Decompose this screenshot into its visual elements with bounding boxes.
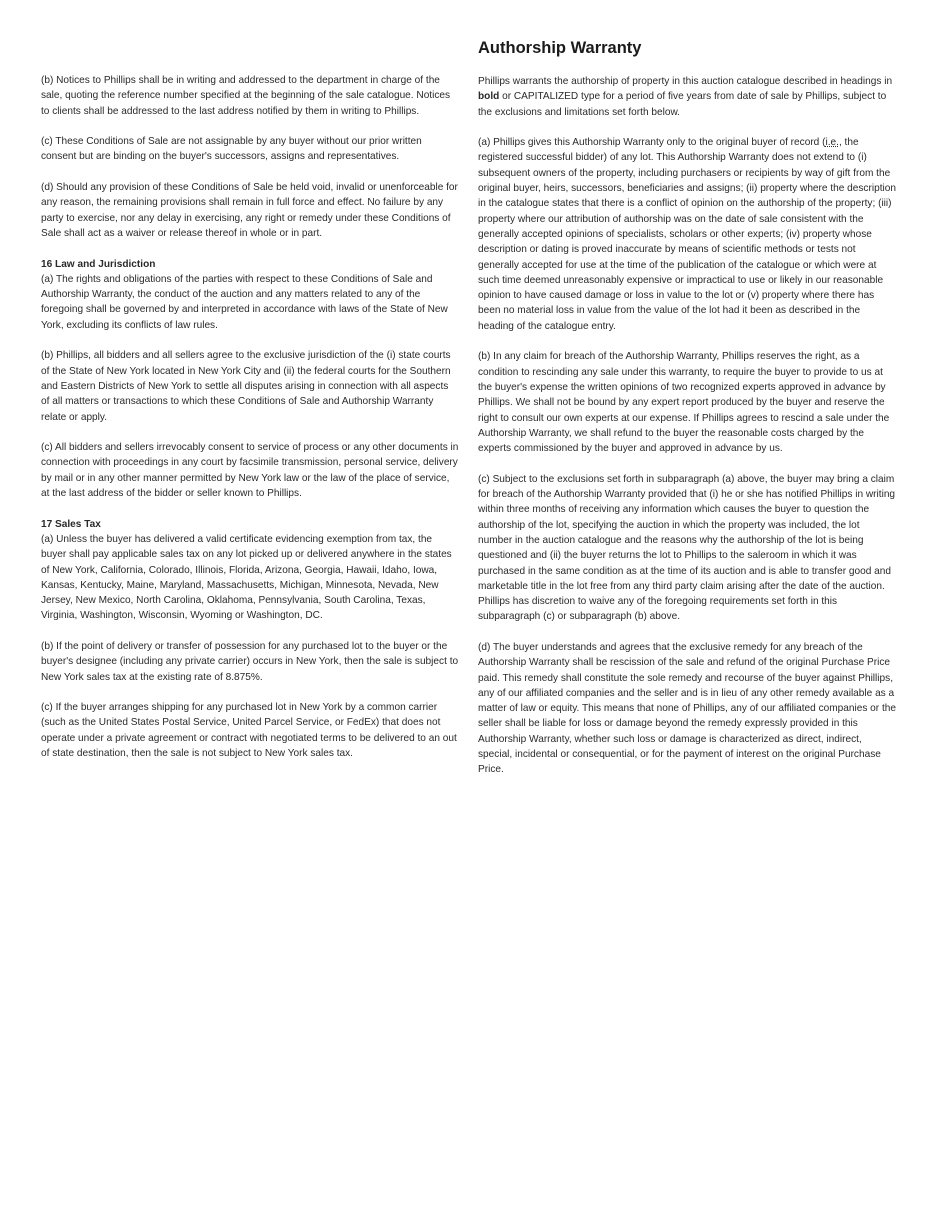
warranty-a-text-2: , the registered successful bidder) of any lot. This Authorship Warranty does not extend to (i) subsequent owners of the property, including purchasers or recipients by way of gift from the original buyer, heirs, successors, beneficiaries and assigns; (ii) property where the description in the catalogue states that there is a conflict of opinion on the authorship of the property; (iii) property where our attribution of authorship was on the date of sale consistent with the generally accepted opinions of specialists, scholars or other experts; (iv) property whose description or dating is proved inaccurate by means of scientific methods or tests not generally accepted for use at the time of the publication of the catalogue or which were at such time deemed unreasonably expensive or impractical to use or likely in our reasonable opinion to have caused damage or loss in value to the lot or (v) property where there has been no material loss in value from the value of the lot had it been as described in the heading of the catalogue entry. xyxy=(478,137,896,332)
section-17-a: (a) Unless the buyer has delivered a valid certificate evidencing exemption from tax, the buyer shall pay applicable sales tax on any lot picked up or delivered anywhere in the states of New York, California, Colorado, Illinois, Florida, Arizona, Georgia, Hawaii, Idaho, Iowa, Kansas, Kentucky, Maine, Maryland, Massachusetts, Michigan, Minnesota, Nevada, New Jersey, New Mexico, North Carolina, Oklahoma, Pennsylvania, South Carolina, Texas, Virginia, Washington, Wisconsin, Wyoming or Washington, DC. xyxy=(41,533,452,622)
intro-text-2: or CAPITALIZED type for a period of five years from date of sale by Phillips, subject to the exclusions and limitations set forth below. xyxy=(478,91,887,118)
section-17-c: (c) If the buyer arranges shipping for any purchased lot in New York by a common carrier (such as the United States Postal Service, United Parcel Service, or FedEx) that does not operate under a private agreement or contract with negotiated terms to be delivered to an out of state destination, then the sale is not subject to New York sales tax. xyxy=(41,702,457,760)
intro-text-1: Phillips warrants the authorship of property in this auction catalogue described in headings in xyxy=(478,76,893,87)
intro-bold-word: bold xyxy=(478,91,500,103)
section-16-a: (a) The rights and obligations of the parties with respect to these Conditions of Sale and Authorship Warranty, the conduct of the auction and any matters related to any of the foregoing shall be governed by and interpreted in accordance with laws of the State of New York, excluding its conflicts of law rules. xyxy=(41,273,448,331)
warranty-b: (b) In any claim for breach of the Authorship Warranty, Phillips reserves the right, as a condition to rescinding any sale under this warranty, to require the buyer to provide to us at the buyer's expense the written opinions of two recognized experts approved in advance by Phillips. We shall not be bound by any expert report produced by the buyer and reserve the right to consult our own experts at our expense. If Phillips agrees to rescind a sale under the Authorship Warranty, we shall refund to the buyer the reasonable costs charged by the experts commissioned by the buyer and approved in advance by us. xyxy=(478,351,890,455)
warranty-d: (d) The buyer understands and agrees that the exclusive remedy for any breach of the Authorship Warranty shall be rescission of the sale and refund of the original Purchase Price paid. This remedy shall constitute the sole remedy and recourse of the buyer against Phillips, any of our affiliated companies and the seller and is in lieu of any other remedy available as a matter of law or equity. This means that none of Phillips, any of our affiliated companies or the seller shall be liable for loss or damage beyond the remedy expressly provided in this Authorship Warranty, whether such loss or damage is characterized as direct, indirect, special, incidental or consequential, or for the payment of interest on the original Purchase Price. xyxy=(478,641,896,776)
section-17-heading: 17 Sales Tax xyxy=(41,518,101,530)
left-column xyxy=(41,73,459,777)
ie-abbreviation: i.e. xyxy=(825,137,839,149)
assignability-paragraph: (c) These Conditions of Sale are not assignable by any buyer without our prior written consent but are binding on the buyer's successors, assigns and representatives. xyxy=(41,136,422,163)
section-16-heading: 16 Law and Jurisdiction xyxy=(41,258,156,270)
section-16-b: (b) Phillips, all bidders and all sellers agree to the exclusive jurisdiction of the (i) state courts of the State of New York located in New York City and (ii) the federal courts for the Southern and Eastern Districts of New York to settle all disputes arising in connection with all aspects of all matters or transactions to which these Conditions of Sale and Authorship Warranty relate or apply. xyxy=(41,350,451,423)
severability-paragraph: (d) Should any provision of these Conditions of Sale be held void, invalid or unenforceable for any reason, the remaining provisions shall remain in full force and effect. No failure by any party to exercise, nor any delay in exercising, any right or remedy under these Conditions of Sale shall act as a waiver or release thereof in whole or in part. xyxy=(41,182,458,239)
warranty-intro xyxy=(478,74,896,120)
page-title: Authorship Warranty xyxy=(478,39,642,57)
right-column xyxy=(478,38,896,793)
notices-paragraph: (b) Notices to Phillips shall be in writing and addressed to the department in charge of the sale, quoting the reference number specified at the beginning of the sale catalogue. Notices to clients shall be addressed to the last address notified by them in writing to Phillips. xyxy=(41,75,451,117)
section-17-b: (b) If the point of delivery or transfer of possession for any purchased lot to the buyer or the buyer's designee (including any private carrier) occurs in New York, then the sale is subject to New York sales tax at the existing rate of 8.875%. xyxy=(41,640,459,683)
section-16-c: (c) All bidders and sellers irrevocably consent to service of process or any other documents in connection with proceedings in any court by facsimile transmission, personal service, delivery by mail or in any other manner permitted by New York law or the law of the place of service, at the last address of the bidder or seller known to Phillips. xyxy=(41,442,459,500)
warranty-a-text-1: (a) Phillips gives this Authorship Warranty only to the original buyer of record ( xyxy=(478,137,826,149)
warranty-a xyxy=(478,135,896,334)
warranty-c: (c) Subject to the exclusions set forth in subparagraph (a) above, the buyer may bring a claim for breach of the Authorship Warranty provided that (i) he or she has notified Phillips in writing within three months of receiving any information which causes the buyer to question the authorship of the lot, specifying the auction in which the property was included, the lot number in the auction catalogue and the reasons why the authorship of the lot is being questioned and (ii) the buyer returns the lot to Phillips to the saleroom in which it was purchased in the same condition as at the time of its auction and is able to transfer good and marketable title in the lot free from any third party claim arising after the date of the auction. Phillips has discretion to waive any of the foregoing requirements set forth in this subparagraph (c) or subparagraph (b) above. xyxy=(478,473,896,623)
